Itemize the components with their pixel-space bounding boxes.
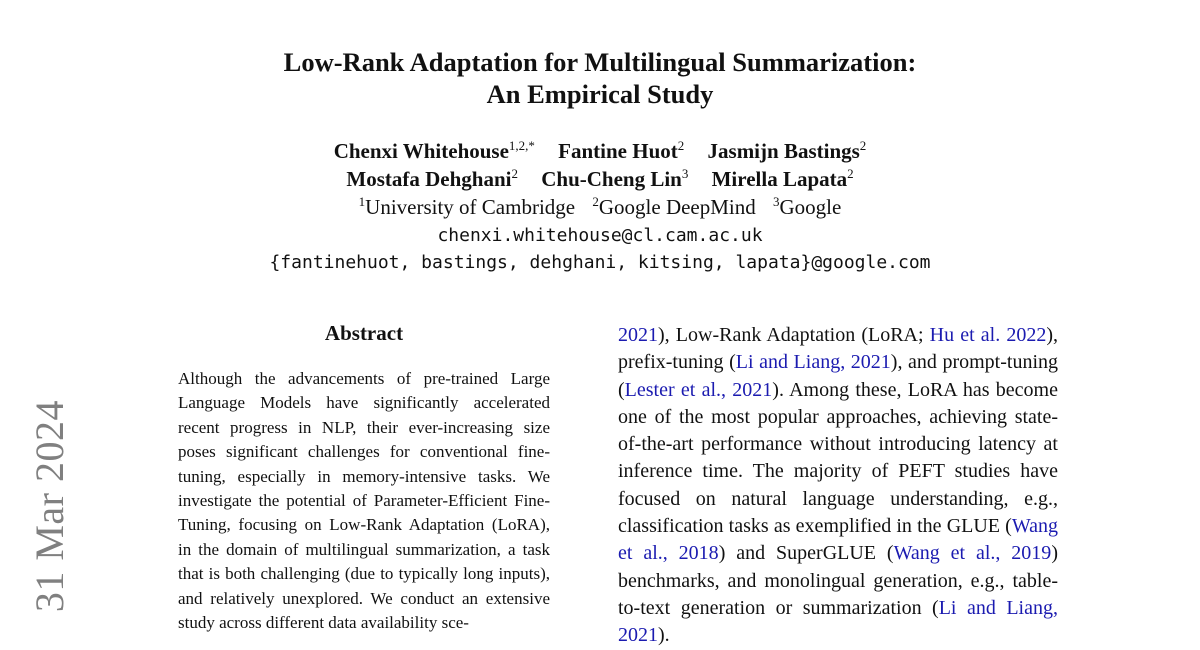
author: Mostafa Dehghani$^2$: [346, 166, 518, 191]
citation-link[interactable]: Hu et al. 2022: [929, 324, 1047, 346]
abstract-body: Although the advancements of pre-trained Large Language Models have significantly accelerated recent progress in NLP, their ever-increasing size poses significant challenges for conventional fine-tuning, especially in memory-intensive tasks. We investigate the potential of Parameter-Efficient Fine-Tuning, focusing on Low-Rank Adaptation (LoRA), in the domain of multilingual summarization, a task that is both challenging (due to typically long inputs), and relatively unexplored. We conduct an extensive study across different data availability sce-: [178, 369, 550, 633]
affiliation: $^2$Google DeepMind: [592, 194, 756, 219]
citation-link[interactable]: Wang et al., 2019: [893, 542, 1052, 565]
email-line-1[interactable]: chenxi.whitehouse@cl.cam.ac.uk: [437, 225, 763, 246]
affiliation: $^3$Google: [773, 194, 842, 219]
author-row-1: [0, 137, 1200, 165]
author-row-2: [0, 165, 1200, 193]
citation-link[interactable]: Wang et al., 2018: [618, 515, 1058, 565]
citation-link[interactable]: Lester et al., 2021: [624, 378, 773, 401]
arxiv-date-stamp: [22, 400, 78, 648]
citation-link[interactable]: Li and Liang, 2021: [618, 596, 1058, 647]
intro-paragraph: 2021), Low-Rank Adaptation (LoRA; Hu et al. 2022), prefix-tuning (Li and Liang, 2021), and prompt-tuning (Lester et al., 2021). Among these, LoRA has become one of the most popular approaches, achieving state-of-the-art performance without introducing latency at inference time. The majority of PEFT studies have focused on natural language understanding, e.g., classification tasks as exemplified in the GLUE (Wang et al., 2018) and SuperGLUE (Wang et al., 2019) benchmarks, and monolingual generation, e.g., table-to-text generation or summarization (Li and Liang, 2021).: [618, 324, 1059, 647]
paper-title: [0, 46, 1200, 110]
author: Chenxi Whitehouse$^{1,2,*}$: [333, 138, 535, 163]
abstract-heading: Abstract: [324, 321, 404, 345]
email-line-2[interactable]: {fantinehuot, bastings, dehghani, kitsing, lapata}@google.com: [269, 252, 931, 273]
arxiv-date-text: 31 Mar 2024: [27, 400, 72, 613]
corresponding-author-mark[interactable]: *: [528, 138, 535, 153]
author: Chu-Cheng Lin$^3$: [541, 166, 689, 191]
citation-link[interactable]: 2021: [618, 324, 658, 346]
author: Mirella Lapata$^2$: [711, 166, 854, 191]
author: Jasmijn Bastings$^2$: [707, 138, 867, 163]
affiliations: [0, 193, 1200, 221]
title-line-2: An Empirical Study: [486, 79, 714, 109]
author-list: [0, 137, 1200, 193]
affiliation: $^1$University of Cambridge: [358, 194, 576, 219]
author: Fantine Huot$^2$: [558, 138, 685, 163]
citation-link[interactable]: Li and Liang, 2021: [735, 351, 891, 374]
title-line-1: Low-Rank Adaptation for Multilingual Summarization:: [283, 47, 917, 77]
